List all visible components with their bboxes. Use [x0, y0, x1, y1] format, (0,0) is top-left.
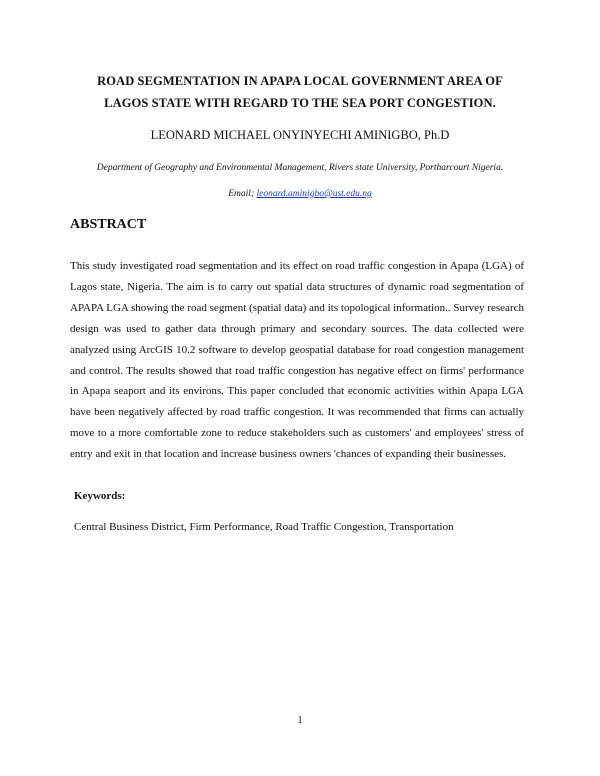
abstract-heading: ABSTRACT: [70, 217, 147, 232]
paper-title: [60, 70, 540, 114]
author-email: [60, 188, 540, 200]
author-name: LEONARD MICHAEL ONYINYECHI AMINIGBO, Ph.D: [150, 128, 450, 142]
keywords-heading: Keywords:: [74, 490, 126, 502]
keywords-list: Central Business District, Firm Performance, Road Traffic Congestion, Transportation: [74, 521, 454, 533]
email-label: Email;: [228, 189, 257, 199]
email-link[interactable]: leonard.aminigbo@ust.edu.ng: [256, 189, 372, 199]
abstract-body: This study investigated road segmentation and its effect on road traffic congestion in Apapa (LGA) of Lagos state, Nigeria. The aim is to carry out spatial data structures of dynamic road segmentation of APAPA LGA showing the road segment (spatial data) and its topological information.. Survey research design was used to gather data through primary and secondary sources. The data collected were analyzed using ArcGIS 10.2 software to develop geospatial database for road congestion management and control. The results showed that road traffic congestion has negative effect on firms' performance in Apapa seaport and its environs. This paper concluded that economic activities within Apapa LGA have been negatively affected by road traffic congestion. It was recommended that firms can actually move to a more comfortable zone to reduce stakeholders such as customers' and employees' stress of entry and exit in that location and increase business owners 'chances of expanding their businesses.: [70, 260, 524, 461]
page-number: 1: [297, 715, 303, 726]
title-line-2: LAGOS STATE WITH REGARD TO THE SEA PORT CONGESTION.: [104, 96, 496, 110]
author-affiliation: Department of Geography and Environmental Management, Rivers state University, Portharcourt Nigeria.: [96, 163, 504, 173]
title-line-1: ROAD SEGMENTATION IN APAPA LOCAL GOVERNMENT AREA OF: [97, 74, 503, 88]
